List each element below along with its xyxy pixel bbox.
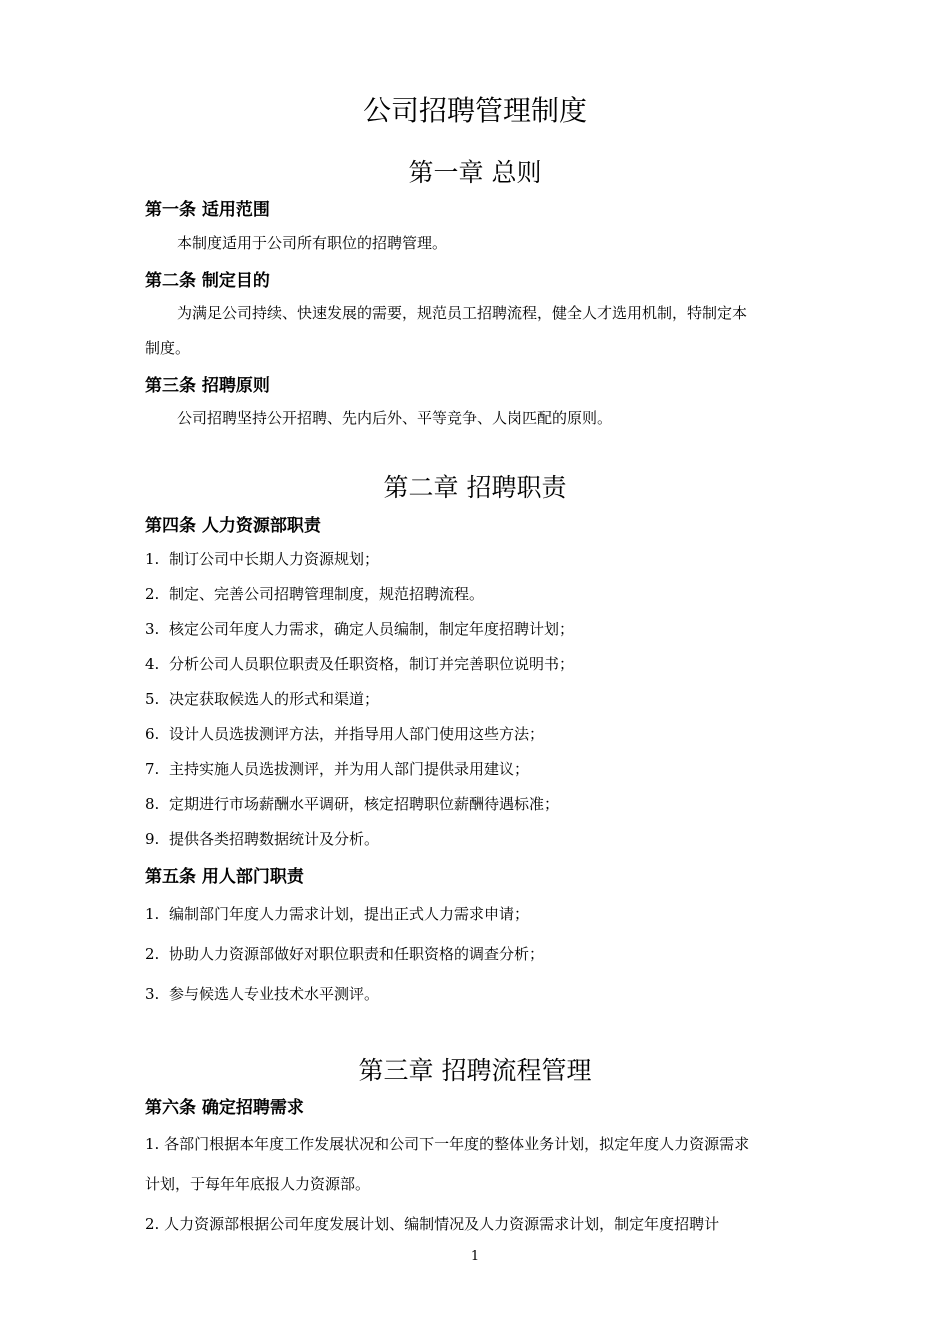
list-item [145,758,529,779]
paragraph: 公司招聘坚持公开招聘、先内后外、平等竞争、人岗匹配的原则。 [177,409,613,427]
paragraph: 计划，于每年年底报人力资源部。 [145,1175,371,1193]
article-heading: 第三条 招聘原则 [145,376,270,396]
paragraph: 为满足公司持续、快速发展的需要，规范员工招聘流程，健全人才选用机制，特制定本 [177,304,748,322]
list-item [145,793,559,814]
list-item-text: 编制部门年度人力需求计划，提出正式人力需求申请； [169,905,530,923]
list-item [145,903,529,924]
list-item-number: 5. [145,690,160,708]
list-item-number: 7. [145,760,160,778]
chapter-heading: 第二章 招聘职责 [383,473,567,502]
list-item [145,583,484,604]
list-item-text: 制订公司中长期人力资源规划； [169,550,380,568]
document-title: 公司招聘管理制度 [362,94,587,127]
paragraph: 2. 人力资源部根据公司年度发展计划、编制情况及人力资源需求计划，制定年度招聘计 [145,1215,720,1233]
list-item-text: 提供各类招聘数据统计及分析。 [169,830,380,848]
list-item-text: 定期进行市场薪酬水平调研，核定招聘职位薪酬待遇标准； [169,795,560,813]
list-item [145,943,544,964]
list-item-text: 参与候选人专业技术水平测评。 [169,985,380,1003]
paragraph: 1. 各部门根据本年度工作发展状况和公司下一年度的整体业务计划，拟定年度人力资源需求 [145,1135,750,1153]
list-item-text: 核定公司年度人力需求，确定人员编制，制定年度招聘计划； [169,620,575,638]
article-heading: 第六条 确定招聘需求 [145,1098,304,1118]
paragraph: 本制度适用于公司所有职位的招聘管理。 [177,234,448,252]
list-item-number: 8. [145,795,160,813]
list-item-number: 6. [145,725,160,743]
list-item-text: 协助人力资源部做好对职位职责和任职资格的调查分析； [169,945,545,963]
list-item [145,653,574,674]
list-item-text: 分析公司人员职位职责及任职资格，制订并完善职位说明书； [169,655,575,673]
chapter-heading: 第三章 招聘流程管理 [358,1056,592,1085]
paragraph: 制度。 [145,339,191,357]
list-item-text: 设计人员选拔测评方法，并指导用人部门使用这些方法； [169,725,545,743]
list-item [145,723,544,744]
list-item-text: 制定、完善公司招聘管理制度，规范招聘流程。 [169,585,485,603]
list-item-number: 2. [145,585,160,603]
list-item-number: 1. [145,905,160,923]
list-item-text: 决定获取候选人的形式和渠道； [169,690,380,708]
list-item-number: 2. [145,945,160,963]
article-heading: 第五条 用人部门职责 [145,867,304,887]
list-item-text: 主持实施人员选拔测评，并为用人部门提供录用建议； [169,760,530,778]
list-item-number: 1. [145,550,160,568]
list-item-number: 3. [145,985,160,1003]
list-item [145,983,379,1004]
list-item [145,548,379,569]
list-item-number: 3. [145,620,160,638]
article-heading: 第一条 适用范围 [145,200,270,220]
chapter-heading: 第一章 总则 [408,158,542,187]
list-item [145,828,379,849]
article-heading: 第四条 人力资源部职责 [145,516,321,536]
article-heading: 第二条 制定目的 [145,271,270,291]
list-item [145,618,574,639]
list-item [145,688,379,709]
list-item-number: 9. [145,830,160,848]
page-number: 1 [470,1249,480,1264]
list-item-number: 4. [145,655,160,673]
